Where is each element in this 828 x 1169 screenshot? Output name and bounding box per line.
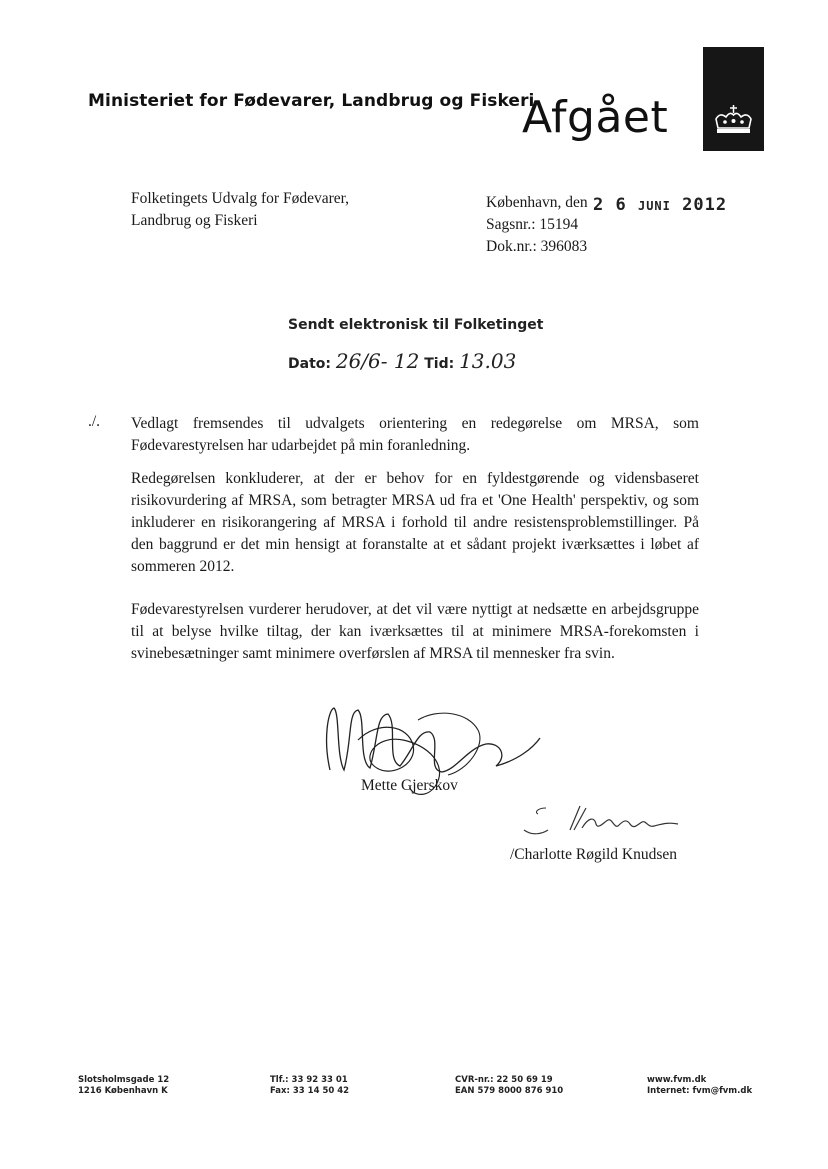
paragraph-1: Vedlagt fremsendes til udvalgets orientering en redegørelse om MRSA, som Fødevarestyrelsen har udarbejdet på min foranledning.	[131, 415, 699, 454]
footer-registration	[455, 1075, 563, 1097]
place-date-label: København, den	[486, 194, 588, 211]
footer-phone-number: Tlf.: 33 92 33 01	[270, 1075, 348, 1085]
footer-website: www.fvm.dk	[647, 1075, 707, 1085]
case-number: Sagsnr.: 15194	[486, 216, 579, 233]
footer-address-line-2: 1216 København K	[78, 1086, 168, 1096]
footer-cvr: CVR-nr.: 22 50 69 19	[455, 1075, 553, 1085]
paragraph-3: Fødevarestyrelsen vurderer herudover, at det vil være nyttigt at nedsætte en arbejdsgruppe til at belyse hvilke tiltag, der kan iværksættes til at minimere MRSA-forekomsten i svinebesætninger samt minimere overførslen af MRSA til mennesker fra svin.	[131, 601, 699, 662]
date-stamp-day: 2 6	[593, 195, 627, 215]
afgaet-stamp: Afgået	[522, 92, 669, 143]
recipient-line-1: Folketingets Udvalg for Fødevarer,	[131, 190, 350, 207]
enclosure-mark: ./.	[88, 413, 101, 430]
crown-icon	[703, 47, 764, 151]
crown-logo	[703, 47, 764, 151]
date-label: Dato:	[288, 356, 331, 372]
sent-date-time	[288, 349, 516, 373]
footer-email: Internet: fvm@fvm.dk	[647, 1086, 753, 1096]
footer-address-line-1: Slotsholmsgade 12	[78, 1075, 170, 1085]
sent-electronically-stamp: Sendt elektronisk til Folketinget	[288, 317, 544, 333]
official-signature	[518, 800, 688, 845]
paragraph-2: Redegørelsen konkluderer, at der er behov for en fyldestgørende og vidensbaseret risikovurdering af MRSA, som betragter MRSA ud fra et 'One Health' perspektiv, og som inkluderer en risikorangering af MRSA i forhold til andre resistensproblemstillinger. På den baggrund er det min hensigt at foranstalte at et sådant projekt iværksættes i løbet af sommeren 2012.	[131, 470, 699, 575]
footer-web	[647, 1075, 752, 1097]
date-stamp-month: JUNI	[637, 199, 671, 213]
footer-ean: EAN 579 8000 876 910	[455, 1086, 564, 1096]
date-stamp	[593, 195, 727, 215]
ministry-name: Ministeriet for Fødevarer, Landbrug og Fiskeri	[88, 91, 535, 111]
footer-phone	[270, 1075, 349, 1097]
recipient-block	[131, 188, 349, 232]
handwritten-date: 26/6- 12	[335, 349, 420, 373]
handwritten-time: 13.03	[459, 349, 517, 373]
letter-meta	[486, 192, 588, 258]
footer-address	[78, 1075, 169, 1097]
minister-name: Mette Gjerskov	[361, 777, 458, 794]
recipient-line-2: Landbrug og Fiskeri	[131, 212, 258, 229]
date-stamp-year: 2012	[682, 195, 728, 215]
footer-fax-number: Fax: 33 14 50 42	[270, 1086, 350, 1096]
official-name: /Charlotte Røgild Knudsen	[510, 846, 678, 863]
document-number: Dok.nr.: 396083	[486, 238, 588, 255]
time-label: Tid:	[424, 356, 455, 372]
